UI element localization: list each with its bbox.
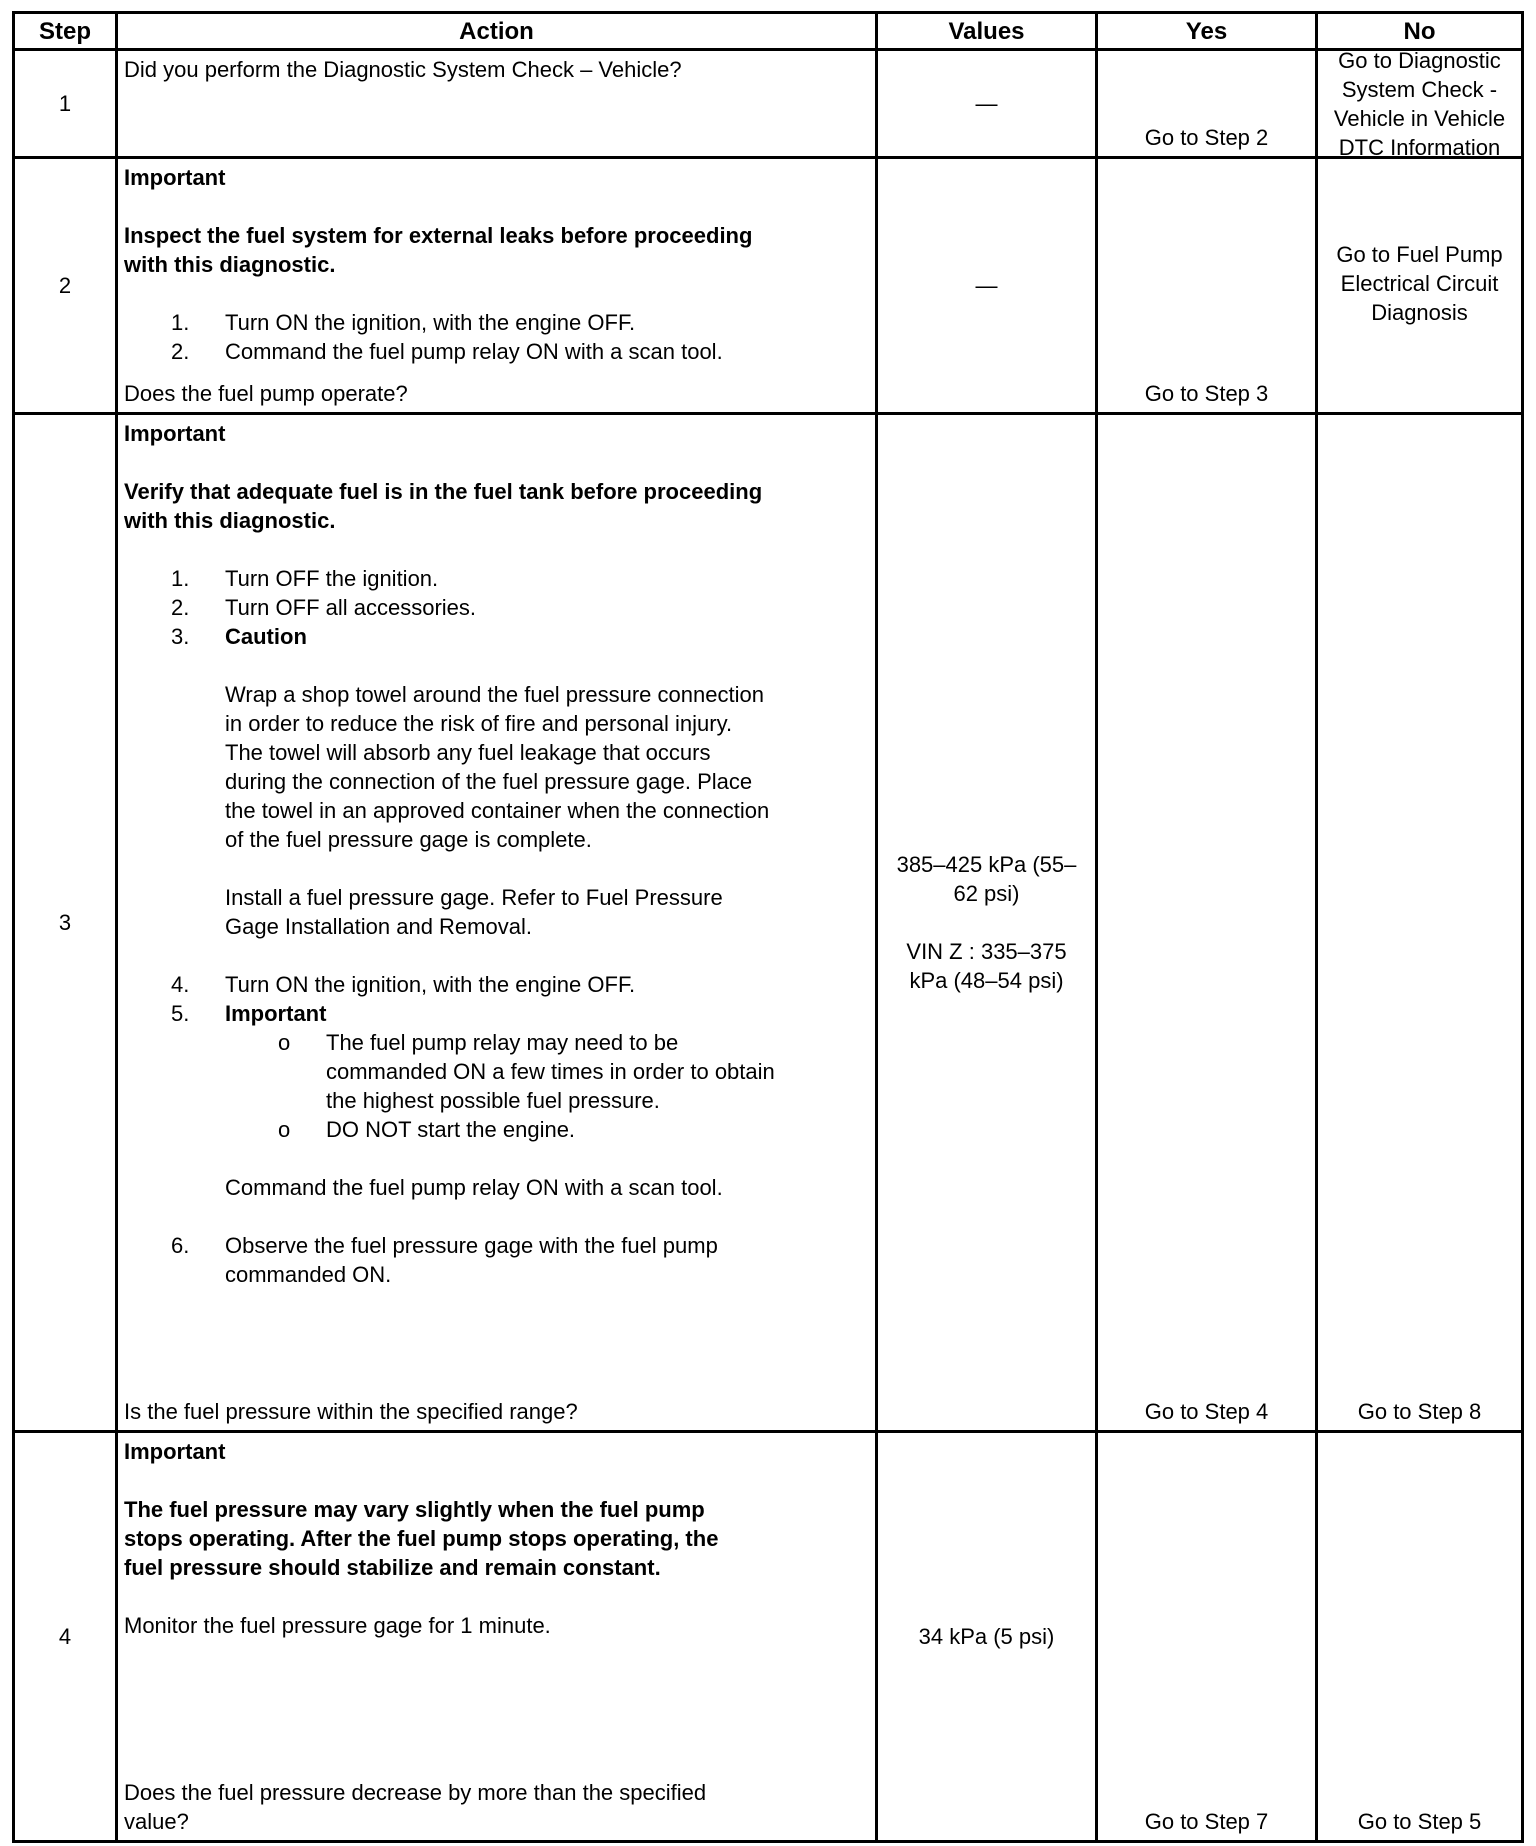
no-link-line: DTC Information	[1338, 134, 1501, 160]
value-line: VIN Z : 335–375	[906, 939, 1067, 964]
procedure-step: 4. Turn ON the ignition, with the engine OFF.	[171, 972, 636, 997]
command-text: Command the fuel pump relay ON with a scan tool.	[225, 1175, 723, 1200]
no-link[interactable]	[1315, 47, 1521, 160]
monitor-text: Monitor the fuel pressure gage for 1 minute.	[124, 1613, 551, 1638]
action-cell	[115, 415, 875, 1430]
yes-link[interactable]: Go to Step 2	[1095, 51, 1315, 156]
table-row-step-3	[15, 412, 1521, 1430]
table-row-step-4	[15, 1430, 1521, 1840]
values-cell: 34 kPa (5 psi)	[875, 1433, 1095, 1840]
no-link[interactable]: Go to Step 8	[1315, 415, 1521, 1430]
important-label: Important	[124, 1439, 226, 1464]
no-link[interactable]	[1315, 159, 1521, 412]
diagnostic-table	[12, 11, 1524, 1843]
bullet-mark: o	[278, 1030, 291, 1055]
important-text: with this diagnostic.	[124, 508, 336, 533]
no-link-line: Electrical Circuit	[1340, 271, 1499, 296]
no-link-line: Diagnosis	[1371, 300, 1468, 325]
procedure-step: 1. Turn ON the ignition, with the engine OFF.	[171, 310, 636, 335]
caution-text: Wrap a shop towel around the fuel pressure connection in order to reduce the risk of fire and personal injury. The towel will absorb any fuel leakage that occurs during the connection of the fuel pressure gage. Place the towel in an approved container when the connection of the fuel pressure gage is complete.	[225, 682, 770, 852]
action-question: Does the fuel pressure decrease by more than the specified value?	[124, 1780, 707, 1834]
action-cell	[115, 1433, 875, 1840]
caution-label: Caution	[225, 624, 307, 649]
values-cell: —	[875, 51, 1095, 156]
table-header-row	[15, 14, 1521, 48]
step-number: 4	[58, 1624, 72, 1649]
procedure-step: 2. Command the fuel pump relay ON with a scan tool.	[171, 339, 723, 364]
important-text: The fuel pressure may vary slightly when the fuel pump	[124, 1497, 705, 1522]
yes-link[interactable]: Go to Step 3	[1095, 159, 1315, 412]
procedure-step: 6. Observe the fuel pressure gage with the fuel pump commanded ON.	[171, 1233, 718, 1287]
values-cell	[875, 415, 1095, 1430]
no-link-line: Go to Diagnostic	[1338, 47, 1501, 73]
header-no: No	[1315, 14, 1521, 48]
no-link-line: Vehicle in Vehicle	[1333, 105, 1506, 131]
no-link-line: Go to Fuel Pump	[1336, 242, 1503, 267]
header-values: Values	[875, 14, 1095, 48]
no-link[interactable]: Go to Step 5	[1315, 1433, 1521, 1840]
action-question: Did you perform the Diagnostic System Check – Vehicle?	[124, 57, 682, 82]
important-label: Important	[124, 165, 226, 190]
action-question: Is the fuel pressure within the specified range?	[124, 1399, 578, 1424]
bullet-item: o The fuel pump relay may need to be commanded ON a few times in order to obtain the highest possible fuel pressure.	[278, 1030, 775, 1113]
important-text: with this diagnostic.	[124, 252, 336, 277]
header-action: Action	[115, 14, 875, 48]
step-number: 2	[58, 273, 72, 298]
procedure-step: 5. Important	[171, 1001, 327, 1026]
important-label: Important	[124, 421, 226, 446]
action-cell	[115, 51, 875, 156]
important-label: Important	[225, 1001, 327, 1026]
action-question: Does the fuel pump operate?	[124, 381, 408, 406]
header-yes: Yes	[1095, 14, 1315, 48]
header-step: Step	[38, 17, 91, 45]
important-text: Inspect the fuel system for external leaks before proceeding	[124, 223, 753, 248]
values-cell: —	[875, 159, 1095, 412]
table-row-step-2	[15, 156, 1521, 412]
value-line: 385–425 kPa (55–	[896, 852, 1077, 877]
bullet-item: o DO NOT start the engine.	[278, 1117, 576, 1142]
value-line: kPa (48–54 psi)	[909, 968, 1064, 993]
important-text: stops operating. After the fuel pump stops operating, the	[124, 1526, 719, 1551]
install-text: Install a fuel pressure gage. Refer to Fuel Pressure Gage Installation and Removal.	[225, 885, 723, 939]
important-text: fuel pressure should stabilize and remain constant.	[124, 1555, 661, 1580]
bullet-mark: o	[278, 1117, 291, 1142]
step-number: 3	[58, 910, 72, 935]
important-text: Verify that adequate fuel is in the fuel tank before proceeding	[124, 479, 763, 504]
yes-link[interactable]: Go to Step 7	[1095, 1433, 1315, 1840]
step-number: 1	[58, 91, 72, 116]
no-link-line: System Check -	[1341, 76, 1498, 102]
procedure-step: 2. Turn OFF all accessories.	[171, 595, 477, 620]
value-line: 62 psi)	[953, 881, 1020, 906]
procedure-step: 1. Turn OFF the ignition.	[171, 566, 439, 591]
table-row-step-1	[15, 47, 1521, 160]
action-cell	[115, 159, 875, 412]
yes-link[interactable]: Go to Step 4	[1095, 415, 1315, 1430]
procedure-step: 3. Caution	[171, 624, 307, 649]
